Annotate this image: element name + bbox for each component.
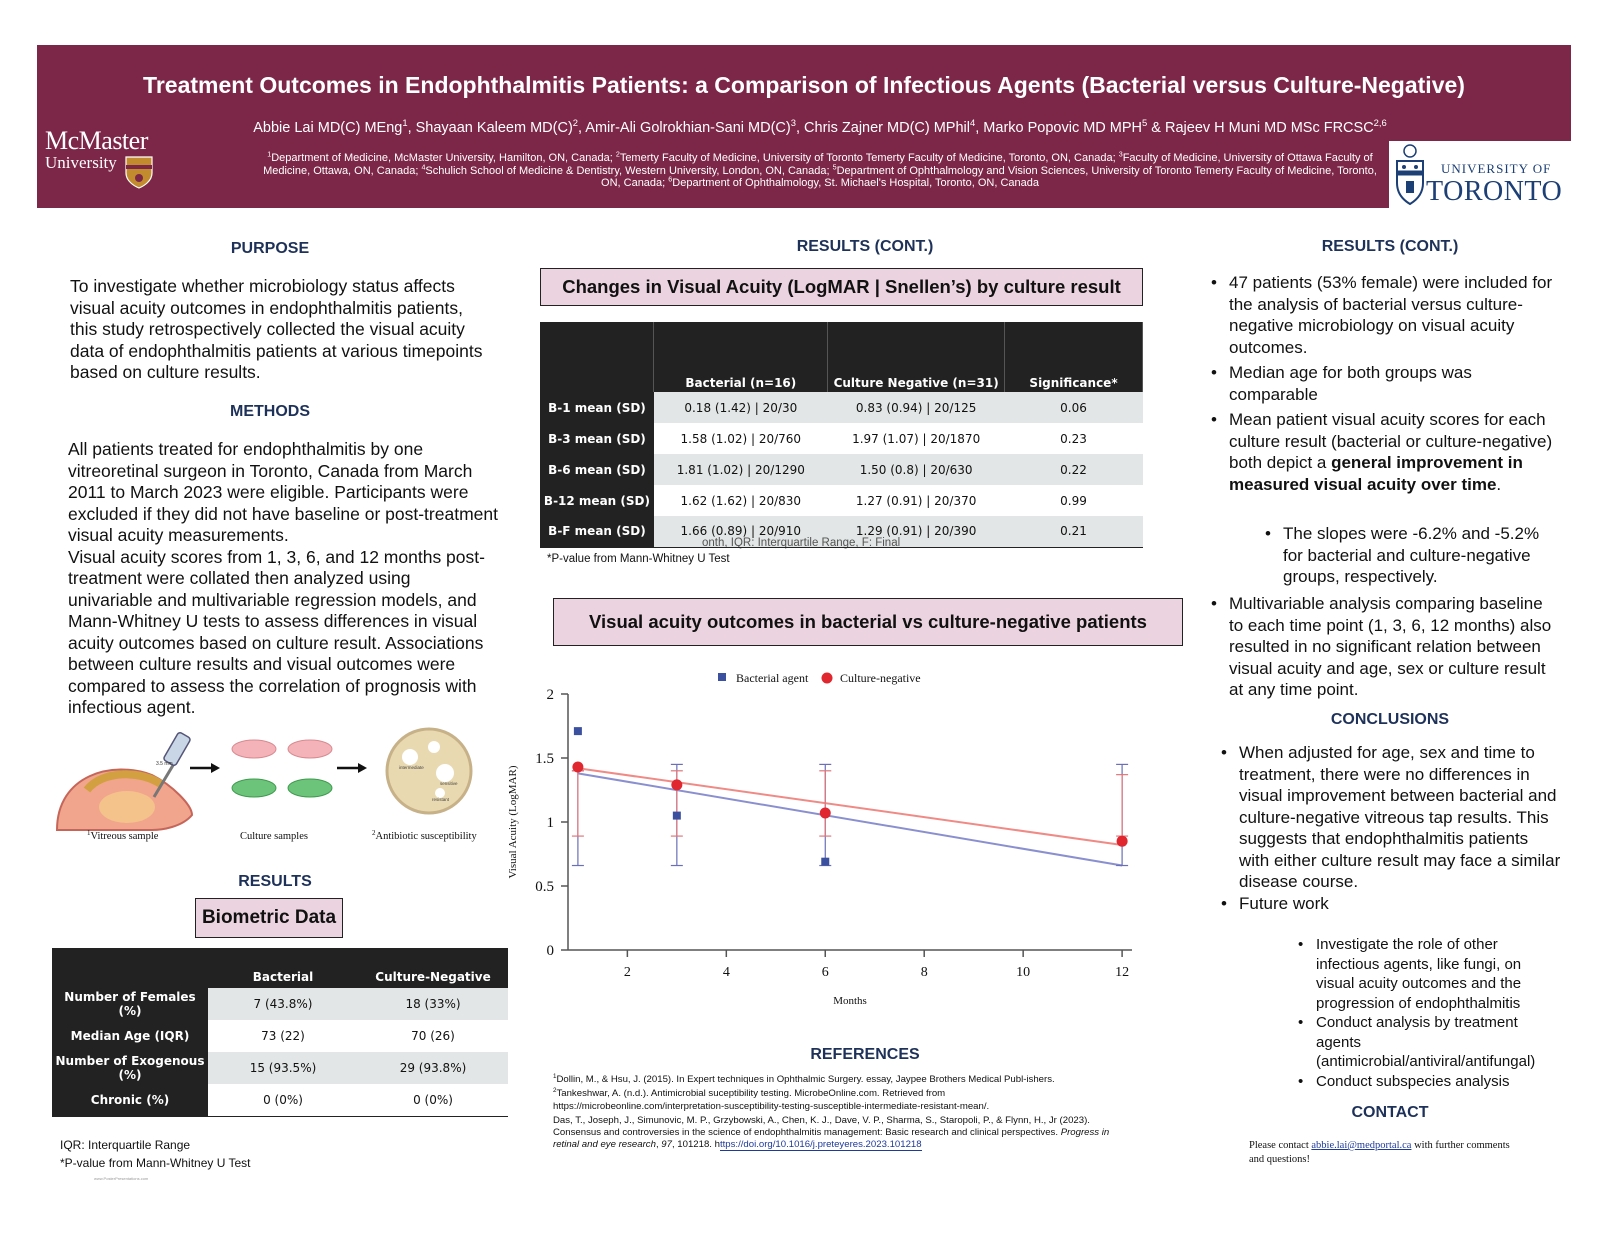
affiliation: Schulich School of Medicine & Dentistry, Western University, London, ON, Canada; — [425, 164, 833, 177]
doi-link[interactable]: ttps://doi.org/10.1016/j.preteyeres.2023.101218 — [719, 1139, 922, 1151]
methods-text — [68, 439, 498, 719]
author-name: Rajeev H Muni MD MSc FRCSC — [1165, 120, 1374, 136]
legend-marker-circle — [822, 673, 833, 684]
mcmaster-logo-line1: McMaster — [45, 126, 148, 155]
data-point-bacterial — [821, 858, 829, 866]
list-item: • Conduct analysis by treatment agents (antimicrobial/antiviral/antifungal) — [1298, 1013, 1558, 1072]
table-cell: 1.81 (1.02) | 20/1290 — [654, 454, 828, 485]
va-overlap-text: onth, IQR: Interquartile Range, F: Final — [702, 537, 901, 549]
list-item: • Conduct subspecies analysis — [1298, 1072, 1558, 1092]
results-heading: RESULTS — [238, 873, 312, 890]
figure-tiny-label: 3.5 mm — [156, 761, 173, 767]
list-item: • Future work — [1221, 893, 1561, 915]
reference-3: Das, T., Joseph, J., Simunovic, M. P., Grzybowski, A., Chen, K. J., Dave, V. P., Sharma, S., Staropoli, P., & Flynn, H., Jr (2023). Consensus and controversies in the science of endophthalmitis management: Basic research and clinical perspectives. Progress in retinal and eye research, 97, 101218. https://doi.org/10.1016/j.preteyeres.2023.101218 — [553, 1114, 1110, 1151]
figure-label-antibiotic: $^2$Antibiotic susceptibility — [372, 829, 477, 842]
table-row — [52, 1084, 508, 1116]
author-name: Chris Zajner MD(C) MPhil — [804, 120, 970, 136]
table-cell: 1.62 (1.62) | 20/830 — [654, 485, 828, 516]
table-cell: 15 (93.5%) — [208, 1052, 358, 1084]
arrow-head-icon — [358, 763, 367, 773]
note-pvalue: *P-value from Mann-Whitney U Test — [60, 1156, 251, 1170]
biometric-notes — [60, 1136, 251, 1172]
uoft-crest-icon — [1391, 143, 1429, 207]
table-cell: 7 (43.8%) — [208, 988, 358, 1020]
legend-label: Culture-negative — [840, 671, 921, 685]
table-cell: 0.23 — [1005, 423, 1143, 454]
va-col-header: Bacterial (n=16) — [654, 322, 828, 392]
y-axis-label: Visual Acuity (LogMAR) — [507, 765, 519, 879]
footer-small-text: www.PosterPresentations.com — [94, 1176, 149, 1181]
row-label: Chronic (%) — [52, 1084, 208, 1116]
figure-label-culture: Culture samples — [240, 831, 308, 842]
table-cell: 29 (93.8%) — [358, 1052, 508, 1084]
x-tick-label: 2 — [623, 965, 631, 980]
biometric-col-header: Bacterial — [208, 948, 358, 988]
references-heading: REFERENCES — [810, 1046, 920, 1063]
plate-label: resistant — [432, 797, 450, 802]
author-name: Amir-Ali Golrokhian-Sani MD(C) — [585, 120, 791, 136]
va-table — [540, 322, 1143, 548]
y-tick-label: 1 — [546, 815, 554, 831]
methods-paragraph-2: Visual acuity scores from 1, 3, 6, and 12 months post-treatment were collated then analyzed using univariable and multivariable regression models, and Mann-Whitney U tests to assess differences in visual acuity outcomes based on culture result. Associations between culture results and visual outcomes were compared to assess the correlation of prognosis with infectious agent. — [68, 546, 485, 717]
trend-line — [578, 768, 1122, 845]
data-point-culture-negative — [572, 761, 583, 772]
row-label: Number of Exogenous (%) — [52, 1052, 208, 1084]
biometric-table — [52, 948, 508, 1117]
reference-2: $^2$Tankeshwar, A. (n.d.). Antimicrobial suceptibility testing. MicrobeOnline.com. Retrieved from https://microbeonline.com/interpretation-susceptibility-testing-susceptible-intermediate-resistant-mean/. — [553, 1087, 990, 1112]
mcmaster-shield-icon — [124, 155, 154, 189]
trend-line — [578, 773, 1122, 865]
row-label: Number of Females (%) — [52, 988, 208, 1020]
contact-email-link[interactable]: abbie.lai@medportal.ca — [1311, 1140, 1412, 1151]
contact-text: Please contact abbie.lai@medportal.ca with further comments and questions! — [1249, 1140, 1510, 1165]
data-point-culture-negative — [671, 779, 682, 790]
author-name: Abbie Lai MD(C) MEng — [253, 120, 403, 136]
x-tick-label: 12 — [1115, 965, 1130, 980]
note-iqr: IQR: Interquartile Range — [60, 1138, 191, 1152]
list-item: • Mean patient visual acuity scores for each culture result (bacterial or culture-negative) both depict a general improvement in measured visual acuity over time. — [1211, 409, 1556, 495]
table-row — [540, 454, 1143, 485]
future-work-bullets — [1298, 935, 1558, 1091]
table-cell: 0.18 (1.42) | 20/30 — [654, 392, 828, 423]
table-cell: 1.97 (1.07) | 20/1870 — [828, 423, 1005, 454]
affiliation: Department of Medicine, McMaster University, Hamilton, ON, Canada; — [271, 152, 616, 164]
data-point-culture-negative — [1117, 836, 1128, 847]
purpose-heading: PURPOSE — [230, 240, 310, 257]
va-table-corner — [540, 322, 654, 392]
chart-marks — [572, 727, 1128, 866]
affiliation: Temerty Faculty of Medicine, University of Toronto Temerty Faculty of Medicine, Toronto, ON, Canada; — [619, 152, 1119, 164]
list-item: • Median age for both groups was comparable — [1211, 362, 1556, 405]
table-cell: 0 (0%) — [358, 1084, 508, 1116]
legend-marker-square — [718, 673, 726, 681]
y-tick-label: 0.5 — [535, 879, 554, 895]
data-point-culture-negative — [820, 808, 831, 819]
mcmaster-logo-line2: University — [45, 153, 117, 172]
table-row — [540, 485, 1143, 516]
table-cell: 0.21 — [1005, 516, 1143, 547]
antibiotic-plate-icon — [387, 729, 471, 813]
list-item: • Multivariable analysis comparing baseline to each time point (1, 3, 6, 12 months) also resulted in no significant relation between visual acuity and age, sex or culture result at any time point. — [1211, 593, 1556, 701]
table-cell: 70 (26) — [358, 1020, 508, 1052]
purpose-text: To investigate whether microbiology status affects visual acuity outcomes in endophthalmitis patients, this study retrospectively collected the visual acuity data of endophthalmitis patients at various timepoints based on culture results. — [70, 276, 483, 382]
table-cell: 1.27 (0.91) | 20/370 — [828, 485, 1005, 516]
table-cell: 0.22 — [1005, 454, 1143, 485]
chart-legend — [718, 671, 921, 685]
table-row — [52, 1020, 508, 1052]
va-table-title: Changes in Visual Acuity (LogMAR | Snellen’s) by culture result — [540, 268, 1143, 306]
affiliation: Department of Ophthalmology and Vision Sciences, University of Toronto Temerty Faculty of Medicine, Toronto, ON, Canada; — [601, 164, 1377, 189]
uoft-logo-line2: TORONTO — [1426, 176, 1563, 207]
row-label: B-6 mean (SD) — [540, 454, 654, 485]
author-name: Marko Popovic MD MPH — [983, 120, 1143, 136]
table-cell: 0.06 — [1005, 392, 1143, 423]
table-cell: 1.29 (0.91) | 20/390 — [828, 516, 1005, 547]
affiliation-list: $^1$Department of Medicine, McMaster University, Hamilton, ON, Canada; $^2$Temerty Faculty of Medicine, University of Toronto Temerty Faculty of Medicine, Toronto, ON, Canada; $^3$Faculty of Medicine, University of Ottawa Faculty of Medicine, Ottawa, ON, Canada; $^4$Schulich School of Medicine & Dentistry, Western University, London, ON, Canada; $^5$Department of Ophthalmology and Vision Sciences, University of Toronto Temerty Faculty of Medicine, Toronto, ON, Canada; $^6$Department of Ophthalmology, St. Michael's Hospital, Toronto, ON, Canada — [263, 150, 1377, 189]
table-cell: 18 (33%) — [358, 988, 508, 1020]
table-row — [540, 392, 1143, 423]
table-cell: 1.58 (1.02) | 20/760 — [654, 423, 828, 454]
table-row — [540, 423, 1143, 454]
biometric-col-header: Culture-Negative — [358, 948, 508, 988]
y-tick-label: 1.5 — [535, 751, 554, 767]
va-col-header: Significance* — [1005, 322, 1143, 392]
chart-axes — [507, 687, 1132, 1007]
table-cell: 0 (0%) — [208, 1084, 358, 1116]
table-cell: 73 (22) — [208, 1020, 358, 1052]
culture-dishes-icon — [232, 740, 332, 797]
author-list: Abbie Lai MD(C) MEng$^1$, Shayaan Kaleem $MD(C)^2$, Amir-Ali Golrokhian-Sani $MD(C)^3$, Chris Zajner MD(C) MPhil$^4$, Marko Popovic MD MPH$^5$ & Rajeev H Muni MD MSc FRCSC$^{2,6}$ — [253, 117, 1387, 136]
list-item: • When adjusted for age, sex and time to treatment, there were no differences in visual improvement between bacterial and culture-negative vitreous tap results. This suggests that endophthalmitis patients with either culture result may face a similar disease course. — [1221, 742, 1561, 893]
conclusions-bullets — [1221, 742, 1561, 914]
author-name: Shayaan Kaleem MD(C) — [415, 120, 573, 136]
methods-heading: METHODS — [230, 403, 310, 420]
row-label: B-3 mean (SD) — [540, 423, 654, 454]
va-note: *P-value from Mann-Whitney U Test — [547, 553, 730, 565]
results-bullets-2 — [1211, 593, 1556, 701]
table-cell: 1.50 (0.8) | 20/630 — [828, 454, 1005, 485]
list-item: • The slopes were -6.2% and -5.2% for bacterial and culture-negative groups, respectively. — [1265, 523, 1540, 588]
uoft-logo-line1: UNIVERSITY OF — [1441, 161, 1552, 176]
table-row — [52, 1052, 508, 1084]
row-label: Median Age (IQR) — [52, 1020, 208, 1052]
va-col-header: Culture Negative (n=31) — [828, 322, 1005, 392]
list-item: • Investigate the role of other infectious agents, like fungi, on visual acuity outcomes and the progression of endophthalmitis — [1298, 935, 1558, 1013]
table-cell: 0.99 — [1005, 485, 1143, 516]
results-bullets — [1211, 272, 1556, 495]
y-tick-label: 2 — [546, 687, 554, 703]
biometric-title: Biometric Data — [195, 898, 343, 938]
x-tick-label: 10 — [1016, 965, 1031, 980]
plate-label: sensitive — [440, 781, 458, 786]
x-tick-label: 4 — [722, 965, 730, 980]
figure-label-vitreous: $^1$Vitreous sample — [87, 829, 159, 842]
results-sub-bullets — [1265, 523, 1540, 588]
poster-title: Treatment Outcomes in Endophthalmitis Patients: a Comparison of Infectious Agents (Bacterial versus Culture-Negative) — [143, 72, 1465, 98]
methods-paragraph-1: All patients treated for endophthalmitis by one vitreoretinal surgeon in Toronto, Canada from March 2011 to March 2023 were eligible. Participants were excluded if they did not have baseline or post-treatment visual acuity measurements. — [68, 439, 498, 545]
x-tick-label: 8 — [920, 965, 928, 980]
table-cell: 1.66 (0.89) | 20/910 — [654, 516, 828, 547]
results-cont-mid-heading: RESULTS (CONT.) — [796, 238, 934, 255]
table-row — [52, 988, 508, 1020]
contact-heading: CONTACT — [1351, 1104, 1429, 1121]
data-point-bacterial — [574, 727, 582, 735]
eye-illustration-icon — [57, 732, 192, 830]
methods-figure — [52, 735, 497, 845]
y-tick-label: 0 — [546, 943, 554, 959]
affiliation: Faculty of Medicine, University of Ottawa Faculty of Medicine, Ottawa, ON, Canada; — [263, 152, 1373, 177]
list-item: • 47 patients (53% female) were included for the analysis of bacterial versus culture-negative microbiology on visual acuity outcomes. — [1211, 272, 1556, 358]
x-tick-label: 6 — [821, 965, 829, 980]
biometric-table-corner — [52, 948, 208, 988]
legend-label: Bacterial agent — [736, 671, 809, 685]
table-cell: 0.83 (0.94) | 20/125 — [828, 392, 1005, 423]
affiliation: Department of Ophthalmology, St. Michael's Hospital, Toronto, ON, Canada — [672, 177, 1039, 189]
results-cont-right-heading: RESULTS (CONT.) — [1321, 238, 1459, 255]
row-label: B-1 mean (SD) — [540, 392, 654, 423]
row-label: B-F mean (SD) — [540, 516, 654, 547]
x-axis-label: Months — [833, 995, 867, 1007]
reference-1: $^1$Dollin, M., & Hsu, J. (2015). In Expert techniques in Ophthalmic Surgery. essay, Jaypee Brothers Medical Publ-ishers. — [553, 1072, 1055, 1085]
arrow-head-icon — [211, 763, 220, 773]
row-label: B-12 mean (SD) — [540, 485, 654, 516]
va-scatter-chart — [507, 670, 1180, 1035]
plate-label: intermediate — [399, 765, 424, 770]
data-point-bacterial — [673, 812, 681, 820]
references-list — [553, 1074, 1113, 1152]
plot-title: Visual acuity outcomes in bacterial vs culture-negative patients — [553, 598, 1183, 646]
conclusions-heading: CONCLUSIONS — [1330, 711, 1450, 728]
